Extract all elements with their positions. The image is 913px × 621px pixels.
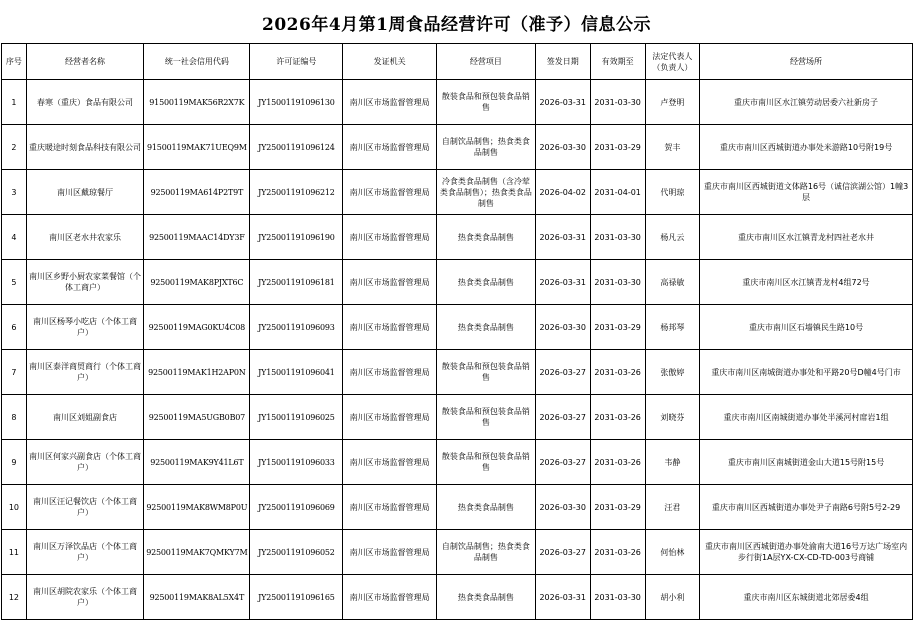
- col-header-rep: 法定代表人（负责人）: [645, 44, 699, 80]
- cell-items: 热食类食品制售: [436, 575, 535, 620]
- cell-authority: 南川区市场监督管理局: [343, 530, 437, 575]
- table-row: [2, 80, 913, 125]
- table-row: [2, 215, 913, 260]
- cell-credit-code: 92500119MAK1H2AP0N: [144, 350, 250, 395]
- cell-credit-code: 91500119MAK71UEQ9M: [144, 125, 250, 170]
- cell-address: 重庆市南川区东城街道北郊居委4组: [700, 575, 913, 620]
- cell-address: 重庆市南川区西城街道办事处渝南大道16号万达广场室内步行街1A层YX-CX-CD-TD-003号商铺: [700, 530, 913, 575]
- cell-no: 9: [2, 440, 27, 485]
- cell-items: 热食类食品制售: [436, 305, 535, 350]
- cell-name: 南川区乡野小厨农家菜餐馆（个体工商户）: [26, 260, 143, 305]
- cell-items: 自制饮品制售；热食类食品制售: [436, 125, 535, 170]
- table-row: [2, 170, 913, 215]
- cell-no: 10: [2, 485, 27, 530]
- cell-valid-until: 2031-03-29: [590, 305, 645, 350]
- cell-valid-until: 2031-03-30: [590, 80, 645, 125]
- cell-license-no: JY25001191096190: [250, 215, 343, 260]
- cell-authority: 南川区市场监督管理局: [343, 395, 437, 440]
- cell-no: 6: [2, 305, 27, 350]
- cell-no: 1: [2, 80, 27, 125]
- cell-name: 南川区何家兴副食店（个体工商户）: [26, 440, 143, 485]
- table-row: [2, 350, 913, 395]
- table-header-row: [2, 44, 913, 80]
- cell-credit-code: 92500119MAK8AL5X4T: [144, 575, 250, 620]
- cell-license-no: JY25001191096069: [250, 485, 343, 530]
- cell-no: 8: [2, 395, 27, 440]
- cell-address: 重庆市南川区西城街道文体路16号（诚信滨湖公馆）1幢3层: [700, 170, 913, 215]
- cell-address: 重庆市南川区水江镇青龙村4组72号: [700, 260, 913, 305]
- table-row: [2, 485, 913, 530]
- cell-rep: 何怡林: [645, 530, 699, 575]
- cell-authority: 南川区市场监督管理局: [343, 215, 437, 260]
- cell-authority: 南川区市场监督管理局: [343, 575, 437, 620]
- cell-authority: 南川区市场监督管理局: [343, 170, 437, 215]
- cell-address: 重庆市南川区水江镇劳动居委六社新房子: [700, 80, 913, 125]
- cell-name: 春寒（重庆）食品有限公司: [26, 80, 143, 125]
- cell-address: 重庆市南川区南城街道金山大道15号附15号: [700, 440, 913, 485]
- cell-rep: 杨凡云: [645, 215, 699, 260]
- cell-authority: 南川区市场监督管理局: [343, 260, 437, 305]
- cell-valid-until: 2031-04-01: [590, 170, 645, 215]
- cell-authority: 南川区市场监督管理局: [343, 80, 437, 125]
- col-header-name: 经营者名称: [26, 44, 143, 80]
- cell-issue-date: 2026-03-27: [535, 395, 590, 440]
- cell-issue-date: 2026-03-31: [535, 260, 590, 305]
- cell-credit-code: 92500119MAK8WM8P0U: [144, 485, 250, 530]
- license-table: [1, 43, 913, 620]
- cell-rep: 代明琼: [645, 170, 699, 215]
- table-row: [2, 395, 913, 440]
- cell-credit-code: 91500119MAK56R2X7K: [144, 80, 250, 125]
- cell-license-no: JY25001191096124: [250, 125, 343, 170]
- cell-items: 冷食类食品制售（含冷荤类食品制售）；热食类食品制售: [436, 170, 535, 215]
- table-row: [2, 305, 913, 350]
- cell-no: 11: [2, 530, 27, 575]
- cell-name: 南川区老水井农家乐: [26, 215, 143, 260]
- cell-credit-code: 92500119MA5UGB0B07: [144, 395, 250, 440]
- cell-no: 4: [2, 215, 27, 260]
- table-row: [2, 530, 913, 575]
- cell-valid-until: 2031-03-29: [590, 485, 645, 530]
- cell-valid-until: 2031-03-29: [590, 125, 645, 170]
- cell-valid-until: 2031-03-26: [590, 350, 645, 395]
- cell-items: 散装食品和预包装食品销售: [436, 395, 535, 440]
- cell-license-no: JY15001191096033: [250, 440, 343, 485]
- cell-items: 热食类食品制售: [436, 260, 535, 305]
- cell-valid-until: 2031-03-30: [590, 260, 645, 305]
- cell-issue-date: 2026-04-02: [535, 170, 590, 215]
- cell-authority: 南川区市场监督管理局: [343, 350, 437, 395]
- cell-license-no: JY25001191096052: [250, 530, 343, 575]
- cell-license-no: JY15001191096130: [250, 80, 343, 125]
- cell-valid-until: 2031-03-30: [590, 215, 645, 260]
- table-row: [2, 440, 913, 485]
- cell-rep: 卢登明: [645, 80, 699, 125]
- cell-items: 热食类食品制售: [436, 485, 535, 530]
- cell-credit-code: 92500119MAG0KU4C08: [144, 305, 250, 350]
- cell-issue-date: 2026-03-27: [535, 440, 590, 485]
- cell-issue-date: 2026-03-31: [535, 215, 590, 260]
- cell-name: 南川区刘姐副食店: [26, 395, 143, 440]
- cell-valid-until: 2031-03-26: [590, 440, 645, 485]
- cell-license-no: JY25001191096212: [250, 170, 343, 215]
- cell-license-no: JY25001191096181: [250, 260, 343, 305]
- cell-issue-date: 2026-03-31: [535, 80, 590, 125]
- cell-no: 2: [2, 125, 27, 170]
- cell-valid-until: 2031-03-30: [590, 575, 645, 620]
- cell-authority: 南川区市场监督管理局: [343, 305, 437, 350]
- table-row: [2, 575, 913, 620]
- col-header-items: 经营项目: [436, 44, 535, 80]
- cell-rep: 刘晓芬: [645, 395, 699, 440]
- cell-issue-date: 2026-03-30: [535, 485, 590, 530]
- cell-authority: 南川区市场监督管理局: [343, 125, 437, 170]
- cell-valid-until: 2031-03-26: [590, 530, 645, 575]
- cell-authority: 南川区市场监督管理局: [343, 440, 437, 485]
- cell-license-no: JY15001191096041: [250, 350, 343, 395]
- cell-issue-date: 2026-03-27: [535, 350, 590, 395]
- col-header-credit-code: 统一社会信用代码: [144, 44, 250, 80]
- cell-address: 重庆市南川区南城街道办事处和平路20号D幢4号门市: [700, 350, 913, 395]
- cell-name: 南川区杨琴小吃店（个体工商户）: [26, 305, 143, 350]
- cell-items: 散装食品和预包装食品销售: [436, 80, 535, 125]
- cell-rep: 高禄敏: [645, 260, 699, 305]
- cell-rep: 张傲婷: [645, 350, 699, 395]
- col-header-no: 序号: [2, 44, 27, 80]
- cell-rep: 韦静: [645, 440, 699, 485]
- page-title: 2026年4月第1周食品经营许可（准予）信息公示: [262, 15, 651, 35]
- cell-issue-date: 2026-03-27: [535, 530, 590, 575]
- col-header-issue-date: 签发日期: [535, 44, 590, 80]
- cell-no: 12: [2, 575, 27, 620]
- col-header-address: 经营场所: [700, 44, 913, 80]
- cell-address: 重庆市南川区南城街道办事处半溪河村席岩1组: [700, 395, 913, 440]
- cell-address: 重庆市南川区西城街道办事处尹子南路6号附5号2-29: [700, 485, 913, 530]
- cell-rep: 胡小利: [645, 575, 699, 620]
- cell-name: 南川区汪记餐饮店（个体工商户）: [26, 485, 143, 530]
- cell-name: 重庆暖途时刻食品科技有限公司: [26, 125, 143, 170]
- cell-credit-code: 92500119MAAC14DY3F: [144, 215, 250, 260]
- cell-issue-date: 2026-03-30: [535, 125, 590, 170]
- cell-items: 热食类食品制售: [436, 215, 535, 260]
- cell-name: 南川区戴琼餐厅: [26, 170, 143, 215]
- cell-valid-until: 2031-03-26: [590, 395, 645, 440]
- cell-credit-code: 92500119MAK7QMKY7M: [144, 530, 250, 575]
- cell-address: 重庆市南川区西城街道办事处米游路10号附19号: [700, 125, 913, 170]
- cell-rep: 杨邦琴: [645, 305, 699, 350]
- cell-items: 自制饮品制售；热食类食品制售: [436, 530, 535, 575]
- col-header-authority: 发证机关: [343, 44, 437, 80]
- cell-credit-code: 92500119MAK9Y41L6T: [144, 440, 250, 485]
- cell-credit-code: 92500119MA614P2T9T: [144, 170, 250, 215]
- cell-rep: 贺丰: [645, 125, 699, 170]
- table-row: [2, 260, 913, 305]
- cell-authority: 南川区市场监督管理局: [343, 485, 437, 530]
- cell-no: 3: [2, 170, 27, 215]
- cell-no: 7: [2, 350, 27, 395]
- cell-rep: 汪君: [645, 485, 699, 530]
- cell-address: 重庆市南川区石墙镇民生路10号: [700, 305, 913, 350]
- cell-issue-date: 2026-03-30: [535, 305, 590, 350]
- cell-credit-code: 92500119MAK8PJXT6C: [144, 260, 250, 305]
- cell-address: 重庆市南川区水江镇青龙村四社老水井: [700, 215, 913, 260]
- cell-no: 5: [2, 260, 27, 305]
- cell-items: 散装食品和预包装食品销售: [436, 350, 535, 395]
- cell-name: 南川区泰洋商贸商行（个体工商户）: [26, 350, 143, 395]
- table-row: [2, 125, 913, 170]
- cell-license-no: JY25001191096093: [250, 305, 343, 350]
- col-header-license-no: 许可证编号: [250, 44, 343, 80]
- cell-license-no: JY25001191096165: [250, 575, 343, 620]
- cell-items: 散装食品和预包装食品销售: [436, 440, 535, 485]
- cell-name: 南川区万泽饮品店（个体工商户）: [26, 530, 143, 575]
- col-header-valid-until: 有效期至: [590, 44, 645, 80]
- cell-issue-date: 2026-03-31: [535, 575, 590, 620]
- cell-license-no: JY15001191096025: [250, 395, 343, 440]
- cell-name: 南川区胡院农家乐（个体工商户）: [26, 575, 143, 620]
